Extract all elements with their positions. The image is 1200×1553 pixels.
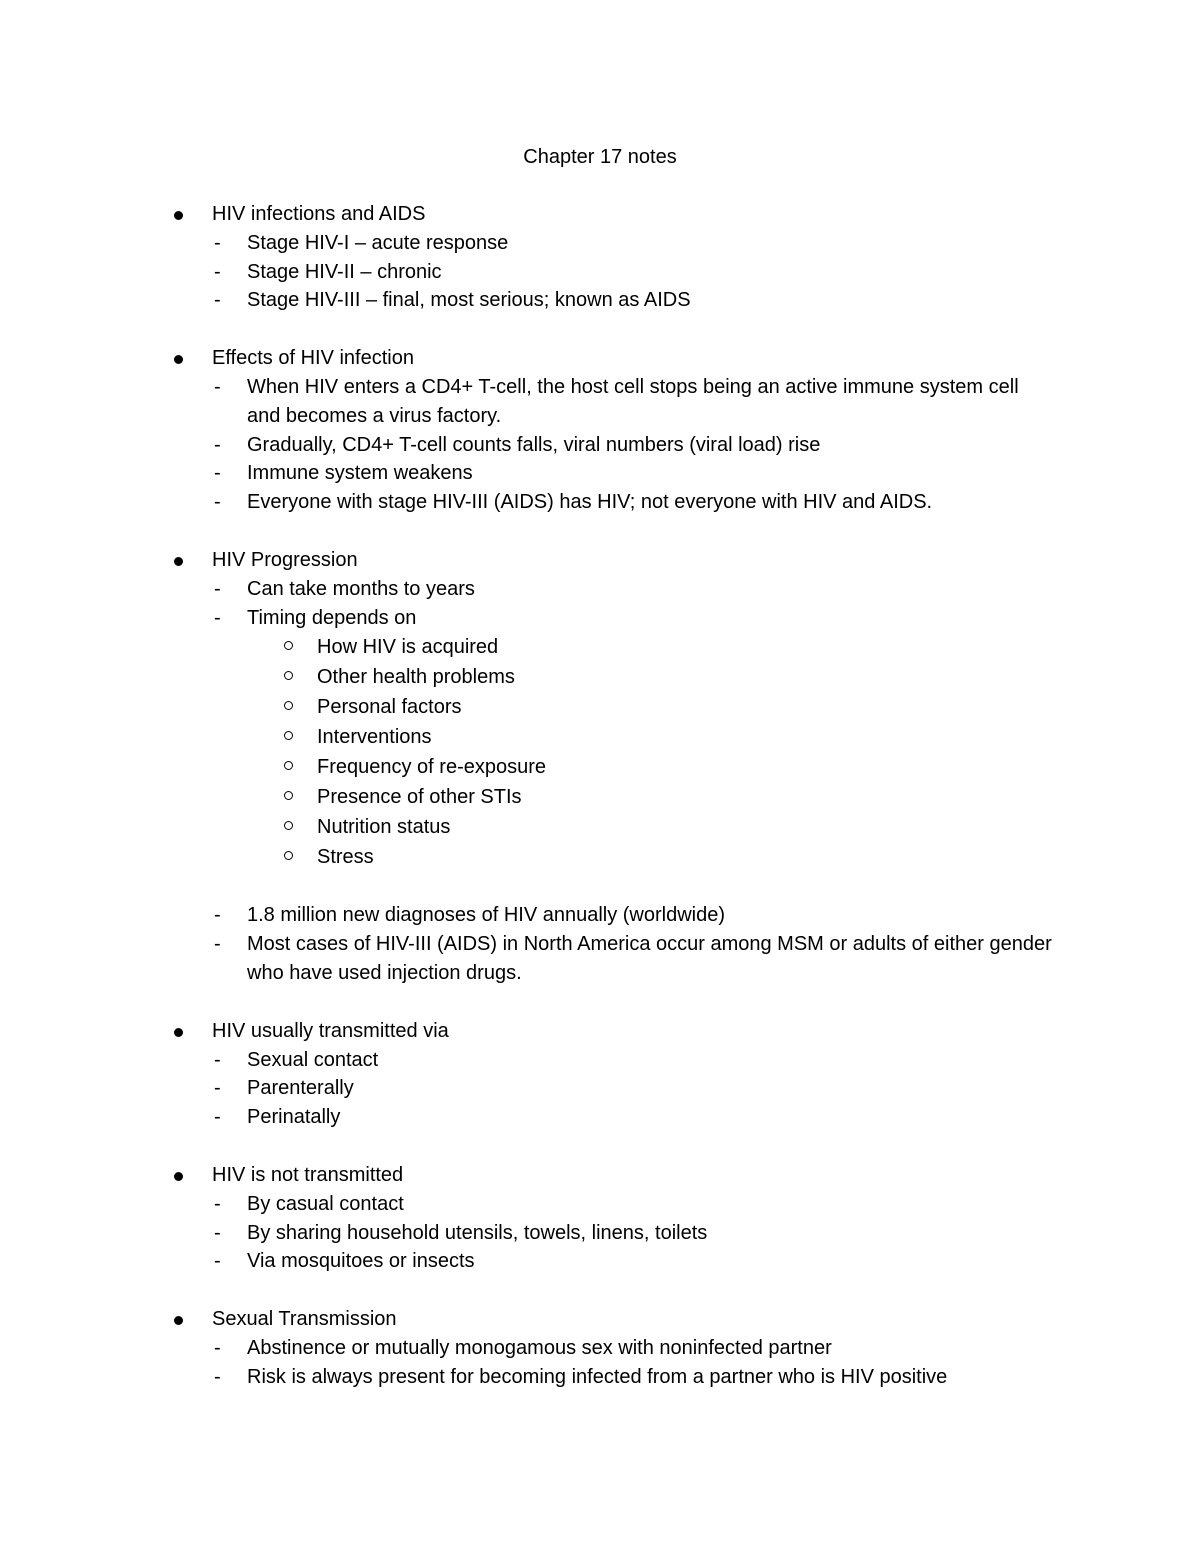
dash-icon: - — [214, 1336, 221, 1359]
list-item-text: Via mosquitoes or insects — [247, 1250, 475, 1273]
list-item — [172, 258, 1052, 287]
notes-section — [172, 344, 1052, 517]
sub-list-item-text: Frequency of re-exposure — [317, 756, 547, 779]
list-item-text: Everyone with stage HIV-III (AIDS) has HIV; not everyone with HIV and AIDS. — [247, 491, 933, 514]
dash-icon: - — [214, 1250, 221, 1273]
sub-list-item-text: Nutrition status — [317, 816, 451, 839]
list-item — [172, 459, 1052, 488]
sub-list-item — [172, 662, 1052, 692]
list-item — [172, 930, 1052, 988]
list-item-text: Timing depends on — [247, 606, 417, 629]
circle-bullet-icon — [284, 731, 293, 740]
section-heading-text: Sexual Transmission — [212, 1308, 397, 1331]
list-item — [172, 1103, 1052, 1132]
section-heading — [172, 1161, 1052, 1190]
list-item-text: Stage HIV-II – chronic — [247, 260, 442, 283]
list-item — [172, 488, 1052, 517]
list-item-text: Stage HIV-III – final, most serious; known as AIDS — [247, 289, 691, 312]
dash-icon: - — [214, 577, 221, 600]
dash-icon: - — [214, 375, 221, 398]
document-title: Chapter 17 notes — [523, 146, 677, 168]
circle-bullet-icon — [284, 671, 293, 680]
notes-section — [172, 1017, 1052, 1132]
list-item-text: Parenterally — [247, 1077, 354, 1100]
dash-icon: - — [214, 904, 221, 927]
section-heading-text: HIV usually transmitted via — [212, 1019, 449, 1042]
list-item — [172, 575, 1052, 604]
list-item — [172, 373, 1052, 431]
dash-icon: - — [214, 606, 221, 629]
section-heading-text: HIV infections and AIDS — [212, 203, 426, 225]
circle-bullet-icon — [284, 641, 293, 650]
list-item — [172, 604, 1052, 633]
notes-section — [172, 1305, 1052, 1391]
list-item-text: Can take months to years — [247, 577, 475, 600]
sub-list-item-text: Interventions — [317, 726, 432, 749]
bullet-icon — [174, 355, 183, 364]
sub-list-item — [172, 812, 1052, 842]
notes-section — [172, 200, 1052, 315]
notes-body — [172, 200, 1052, 1421]
dash-icon: - — [214, 1048, 221, 1071]
list-item-text: Abstinence or mutually monogamous sex with noninfected partner — [247, 1336, 832, 1359]
dash-icon: - — [214, 231, 221, 254]
notes-section — [172, 546, 1052, 988]
dash-icon: - — [214, 1221, 221, 1244]
list-item — [172, 1190, 1052, 1219]
circle-bullet-icon — [284, 851, 293, 860]
list-item — [172, 901, 1052, 930]
list-item-text: Sexual contact — [247, 1048, 379, 1071]
dash-icon: - — [214, 433, 221, 456]
circle-bullet-icon — [284, 791, 293, 800]
section-heading-text: Effects of HIV infection — [212, 347, 414, 370]
sub-list-item-text: How HIV is acquired — [317, 636, 499, 659]
dash-icon: - — [214, 1365, 221, 1388]
circle-bullet-icon — [284, 821, 293, 830]
list-item — [172, 229, 1052, 258]
notes-section — [172, 1161, 1052, 1276]
sub-list-item — [172, 782, 1052, 812]
sub-list-item-text: Stress — [317, 846, 374, 869]
list-item-text: 1.8 million new diagnoses of HIV annually (worldwide) — [247, 904, 726, 927]
list-item-text: Perinatally — [247, 1106, 341, 1129]
sub-list-item — [172, 722, 1052, 752]
sub-list-item — [172, 842, 1052, 872]
spacer — [172, 872, 1052, 901]
section-heading — [172, 344, 1052, 373]
list-item — [172, 1046, 1052, 1075]
bullet-icon — [174, 211, 183, 220]
list-item — [172, 1247, 1052, 1276]
sub-list-item-text: Presence of other STIs — [317, 786, 522, 809]
list-item-text: Immune system weakens — [247, 462, 473, 485]
list-item-text: By casual contact — [247, 1192, 404, 1215]
dash-icon: - — [214, 1192, 221, 1215]
sub-list-item — [172, 752, 1052, 782]
sub-list-item-text: Other health problems — [317, 666, 515, 689]
dash-icon: - — [214, 462, 221, 485]
list-item-text: By sharing household utensils, towels, linens, toilets — [247, 1221, 708, 1244]
section-heading — [172, 546, 1052, 575]
bullet-icon — [174, 1028, 183, 1037]
list-item — [172, 1334, 1052, 1363]
section-heading — [172, 1017, 1052, 1046]
list-item — [172, 1363, 1052, 1392]
dash-icon: - — [214, 933, 221, 956]
list-item-text: Risk is always present for becoming infected from a partner who is HIV positive — [247, 1365, 948, 1388]
section-heading-text: HIV is not transmitted — [212, 1163, 404, 1186]
list-item — [172, 431, 1052, 460]
list-item-text: Most cases of HIV-III (AIDS) in North America occur among MSM or adults of either gender who have used injection drugs. — [247, 933, 1052, 984]
dash-icon: - — [214, 1077, 221, 1100]
bullet-icon — [174, 1316, 183, 1325]
list-item-text: Gradually, CD4+ T-cell counts falls, viral numbers (viral load) rise — [247, 433, 821, 456]
section-heading — [172, 1305, 1052, 1334]
sub-list-item — [172, 632, 1052, 662]
sub-list-item — [172, 692, 1052, 722]
list-item-text: When HIV enters a CD4+ T-cell, the host cell stops being an active immune system cell and becomes a virus factory. — [247, 375, 1019, 427]
sub-list-item-text: Personal factors — [317, 696, 462, 719]
bullet-icon — [174, 1172, 183, 1181]
circle-bullet-icon — [284, 761, 293, 770]
list-item — [172, 286, 1052, 315]
list-item — [172, 1074, 1052, 1103]
bullet-icon — [174, 557, 183, 566]
section-heading-text: HIV Progression — [212, 548, 358, 571]
dash-icon: - — [214, 260, 221, 283]
list-item-text: Stage HIV-I – acute response — [247, 231, 509, 254]
list-item — [172, 1219, 1052, 1248]
dash-icon: - — [214, 289, 221, 312]
circle-bullet-icon — [284, 701, 293, 710]
dash-icon: - — [214, 1106, 221, 1129]
dash-icon: - — [214, 491, 221, 514]
section-heading — [172, 200, 1052, 229]
